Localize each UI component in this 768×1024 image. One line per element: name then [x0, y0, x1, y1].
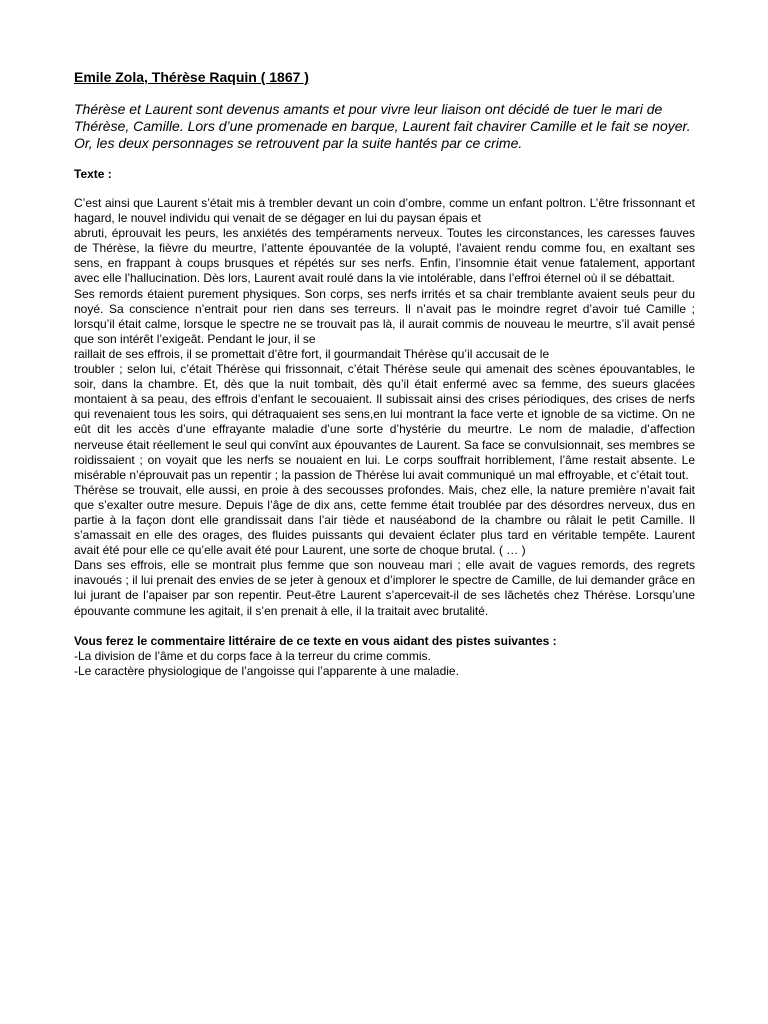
intro-paragraph: Thérèse et Laurent sont devenus amants et pour vivre leur liaison ont décidé de tuer le mari de Thérèse, Camille. Lors d’une promenade en barque, Laurent fait chavirer Camille et le fait se noyer. Or, les deux personnages se retrouvent par la suite hantés par ce crime. [74, 101, 691, 151]
section-spacer [74, 619, 695, 634]
excerpt-text [74, 196, 695, 619]
excerpt-paragraph-2-rest: troubler ; selon lui, c’était Thérèse qui frissonnait, c’était Thérèse seule qui amenait des scènes épouvantables, le soir, dans la chambre. Et, dès que la nuit tombait, dès qu’il était enfermé avec sa femme, des sueurs glacées montaient à sa peau, des effrois d’enfant le secouaient. Il subissait ainsi des crises périodiques, des crises de nerfs qui revenaient tous les soirs, qui détraquaient ses sens,en lui montrant la face verte et ignoble de sa victime. On ne eût dit les accès d’une effrayante maladie d’une sorte d’hystérie du meurtre. Le nom de maladie, d’affection nerveuse était réellement le seul qui convînt aux épouvantes de Laurent. Sa face se convulsionnait, ses membres se roidissaient ; on voyait que les nerfs se nouaient en lui. Le corps souffrait horriblement, l’âme restait absente. Le misérable n’éprouvait pas un repentir ; la passion de Thérèse lui avait communiqué un mal effroyable, et c’était tout. [74, 362, 695, 482]
assignment-item-2: -Le caractère physiologique de l’angoisse qui l’apparente à une maladie. [74, 663, 459, 678]
text-label: Texte : [74, 167, 112, 181]
document-page [74, 69, 695, 679]
excerpt-paragraph-4 [74, 558, 695, 618]
excerpt-paragraph-3-text: Thérèse se trouvait, elle aussi, en proie à des secousses profondes. Mais, chez elle, la nature première n’avait fait que s’exalter outre mesure. Depuis l’âge de dix ans, cette femme était troublée par des désordres nerveux, dus en partie à la façon dont elle grandissait dans l’air tiède et nauséabond de la chambre ou râlait le petit Camille. Il s’amassait en elle des orages, des fluides puissants qui devaient éclater plus tard en véritable tempête. Laurent avait été pour elle ce qu’elle avait été pour Laurent, une sorte de choque brutal. ( … ) [74, 482, 695, 558]
excerpt-paragraph-1 [74, 196, 695, 287]
excerpt-paragraph-1-first-part: C’est ainsi que Laurent s’était mis à trembler devant un coin d’ombre, comme un enfant poltron. L’être frissonnant et hagard, le nouvel individu qui venait de se dégager en lui du paysan épais et [74, 196, 695, 226]
excerpt-paragraph-2-second-part: raillait de ses effrois, il se promettait d’être fort, il gourmandait Thérèse qu’il accusait de le [74, 346, 550, 361]
excerpt-paragraph-1-rest: abruti, éprouvait les peurs, les anxiétés des tempéraments nerveux. Toutes les circonstances, les caresses fauves de Thérèse, la fièvre du meurtre, l’attente épouvantée de la volupté, l’avaient rendu comme fou, en exaltant ses sens, en frappant à coups brusques et répétés sur ses nerfs. Enfin, l’insomnie était venue fatalement, apportant avec elle l’hallucination. Dès lors, Laurent avait roulé dans la vie intolérable, dans l’effroi éternel où il se débattait. [74, 226, 695, 286]
assignment-section [74, 634, 695, 679]
excerpt-paragraph-3 [74, 483, 695, 558]
document-title: Emile Zola, Thérèse Raquin ( 1867 ) [74, 69, 309, 85]
assignment-question: Vous ferez le commentaire littéraire de ce texte en vous aidant des pistes suivantes : [74, 633, 557, 648]
excerpt-paragraph-2 [74, 287, 695, 483]
excerpt-paragraph-2-first-part: Ses remords étaient purement physiques. Son corps, ses nerfs irrités et sa chair tremblante avaient seuls peur du noyé. Sa conscience n’entrait pour rien dans ses terreurs. Il n’avait pas le moindre regret d’avoir tué Camille ; lorsqu’il était calme, lorsque le spectre ne se trouvait pas là, il aurait commis de nouveau le meurtre, s’il avait pensé que son intérêt l’exigeât. Pendant le jour, il se [74, 286, 695, 346]
assignment-item-1: -La division de l’âme et du corps face à la terreur du crime commis. [74, 648, 431, 663]
excerpt-paragraph-4-text: Dans ses effrois, elle se montrait plus femme que son nouveau mari ; elle avait de vagues remords, des regrets inavoués ; il lui prenait des envies de se jeter à genoux et d’implorer le spectre de Camille, de lui demander grâce en lui jurant de l’apaiser par son repentir. Peut-être Laurent s’apercevait-il de ses lâchetés chez Thérèse. Lorsqu’une épouvante commune les agitait, il s’en prenait à elle, il la traitait avec brutalité. [74, 558, 695, 618]
